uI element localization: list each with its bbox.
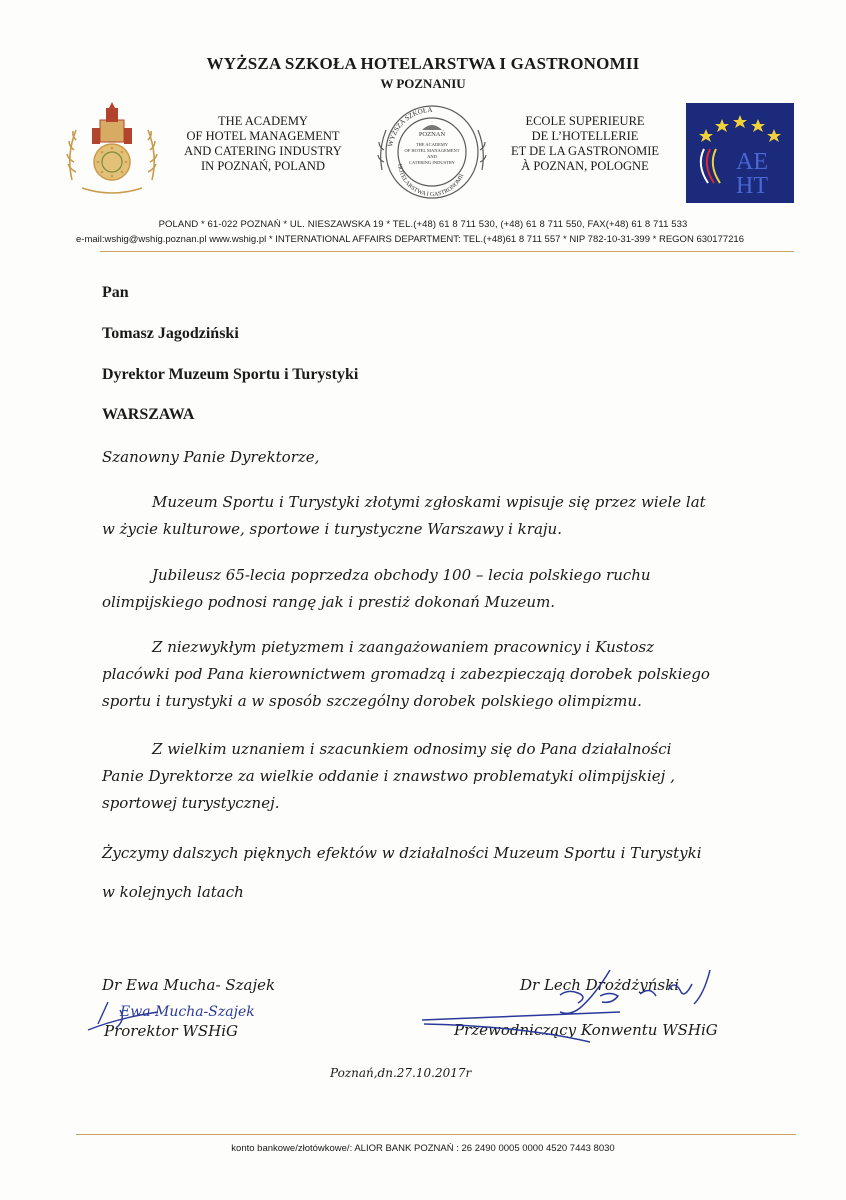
left-signature-icon — [80, 990, 350, 1040]
paragraph-4 — [102, 736, 782, 817]
academy-name-english — [165, 114, 361, 174]
header-divider — [100, 251, 794, 252]
paragraph-1 — [102, 489, 782, 543]
place-and-date: Poznań,dn.27.10.2017r — [330, 1066, 472, 1080]
seal-logo-icon — [376, 100, 488, 205]
english-line: AND CATERING INDUSTRY — [184, 144, 342, 158]
seal-inner-line: AND — [427, 154, 437, 159]
paragraph-line: Z wielkim uznaniem i szacunkiem odnosimy się do Pana działalności — [152, 740, 672, 758]
school-name: WYŻSZA SZKOŁA HOTELARSTWA I GASTRONOMII — [206, 54, 640, 73]
english-line: IN POZNAŃ, POLAND — [201, 159, 325, 173]
address-line: POLAND * 61-022 POZNAŃ * UL. NIESZAWSKA 19 * TEL.(+48) 61 8 711 530, (+48) 61 8 711 550, FAX(+48) 61 8 711 533 — [158, 219, 688, 230]
badge-letters-top: AE — [736, 149, 768, 175]
badge-letters-bottom: HT — [736, 173, 768, 199]
paragraph-3 — [102, 634, 782, 715]
crest-logo-icon — [62, 100, 162, 200]
recipient-city: WARSZAWA — [102, 406, 195, 423]
french-line: ECOLE SUPERIEURE — [525, 114, 645, 128]
greeting — [102, 444, 782, 471]
french-line: ET DE LA GASTRONOMIE — [510, 144, 660, 158]
left-signatory-role: Prorektor WSHiG — [104, 1022, 238, 1040]
school-city: W POZNANIU — [380, 76, 466, 91]
paragraph-line: w życie kulturowe, sportowe i turystyczne Warszawy i kraju. — [102, 520, 562, 538]
svg-text:HOTELARSTWA I GASTRONOMII — [396, 164, 465, 198]
right-signatory-role: Przewodniczący Konwentu WSHiG — [454, 1021, 718, 1039]
seal-top-text: WYŻSZA SZKOŁA — [386, 105, 433, 148]
bank-account-line: konto bankowe/złotówkowe/: ALIOR BANK POZNAŃ : 26 2490 0005 0000 4520 7443 8030 — [231, 1143, 615, 1154]
paragraph-line: sportu i turystyki a w sposób szczególny dorobek polskiego olimpizmu. — [102, 692, 642, 710]
greeting-text: Szanowny Panie Dyrektorze, — [102, 448, 320, 466]
paragraph-line: Jubileusz 65-lecia poprzedza obchody 100 – lecia polskiego ruchu — [152, 566, 651, 584]
paragraph-line: Z niezwykłym pietyzmem i zaangażowaniem pracownicy i Kustosz — [152, 638, 655, 656]
right-signatory-name: Dr Lech Drożdżyński — [520, 976, 679, 994]
right-signature-icon — [410, 950, 740, 1050]
recipient-position: Dyrektor Muzeum Sportu i Turystyki — [102, 366, 359, 383]
left-signatory-name: Dr Ewa Mucha- Szajek — [102, 976, 276, 994]
french-line: À POZNAN, POLOGNE — [521, 159, 649, 173]
paragraph-line: olimpijskiego podnosi rangę jak i prestiż dokonań Muzeum. — [102, 593, 556, 611]
paragraph-2 — [102, 562, 782, 616]
seal-inner-line: OF HOTEL MANAGEMENT — [404, 148, 460, 153]
seal-inner-line: CATERING INDUSTRY — [409, 160, 455, 165]
footer-divider — [76, 1134, 796, 1135]
aeht-badge-icon — [686, 103, 794, 203]
seal-city: POZNAŃ — [418, 131, 446, 138]
recipient-salutation: Pan — [102, 284, 129, 301]
paragraph-line: Życzymy dalszych pięknych efektów w działalności Muzeum Sportu i Turystyki — [102, 844, 702, 862]
paragraph-line: sportowej turystycznej. — [102, 794, 280, 812]
academy-name-french — [500, 114, 670, 174]
paragraph-line: w kolejnych latach — [102, 883, 244, 901]
english-line: THE ACADEMY — [218, 114, 308, 128]
english-line: OF HOTEL MANAGEMENT — [186, 129, 340, 143]
french-line: DE L’HOTELLERIE — [531, 129, 639, 143]
seal-inner-line: THE ACADEMY — [415, 142, 449, 147]
paragraph-line: Panie Dyrektorze za wielkie oddanie i znawstwo problematyki olimpijskiej , — [102, 767, 675, 785]
recipient-name: Tomasz Jagodziński — [102, 325, 239, 342]
paragraph-5 — [102, 840, 782, 906]
left-handwriting: Ewa Mucha-Szajek — [120, 1004, 255, 1020]
paragraph-line: placówki pod Pana kierownictwem gromadzą i zabezpieczają dorobek polskiego — [102, 665, 710, 683]
contact-line: e-mail:wshig@wshig.poznan.pl www.wshig.pl * INTERNATIONAL AFFAIRS DEPARTMENT: TEL.(+48)61 8 711 557 * NIP 782-10-31-399 * REGON 630177216 — [76, 234, 744, 245]
paragraph-line: Muzeum Sportu i Turystyki złotymi zgłoskami wpisuje się przez wiele lat — [152, 493, 706, 511]
seal-bottom-text: HOTELARSTWA I GASTRONOMII — [396, 163, 466, 198]
